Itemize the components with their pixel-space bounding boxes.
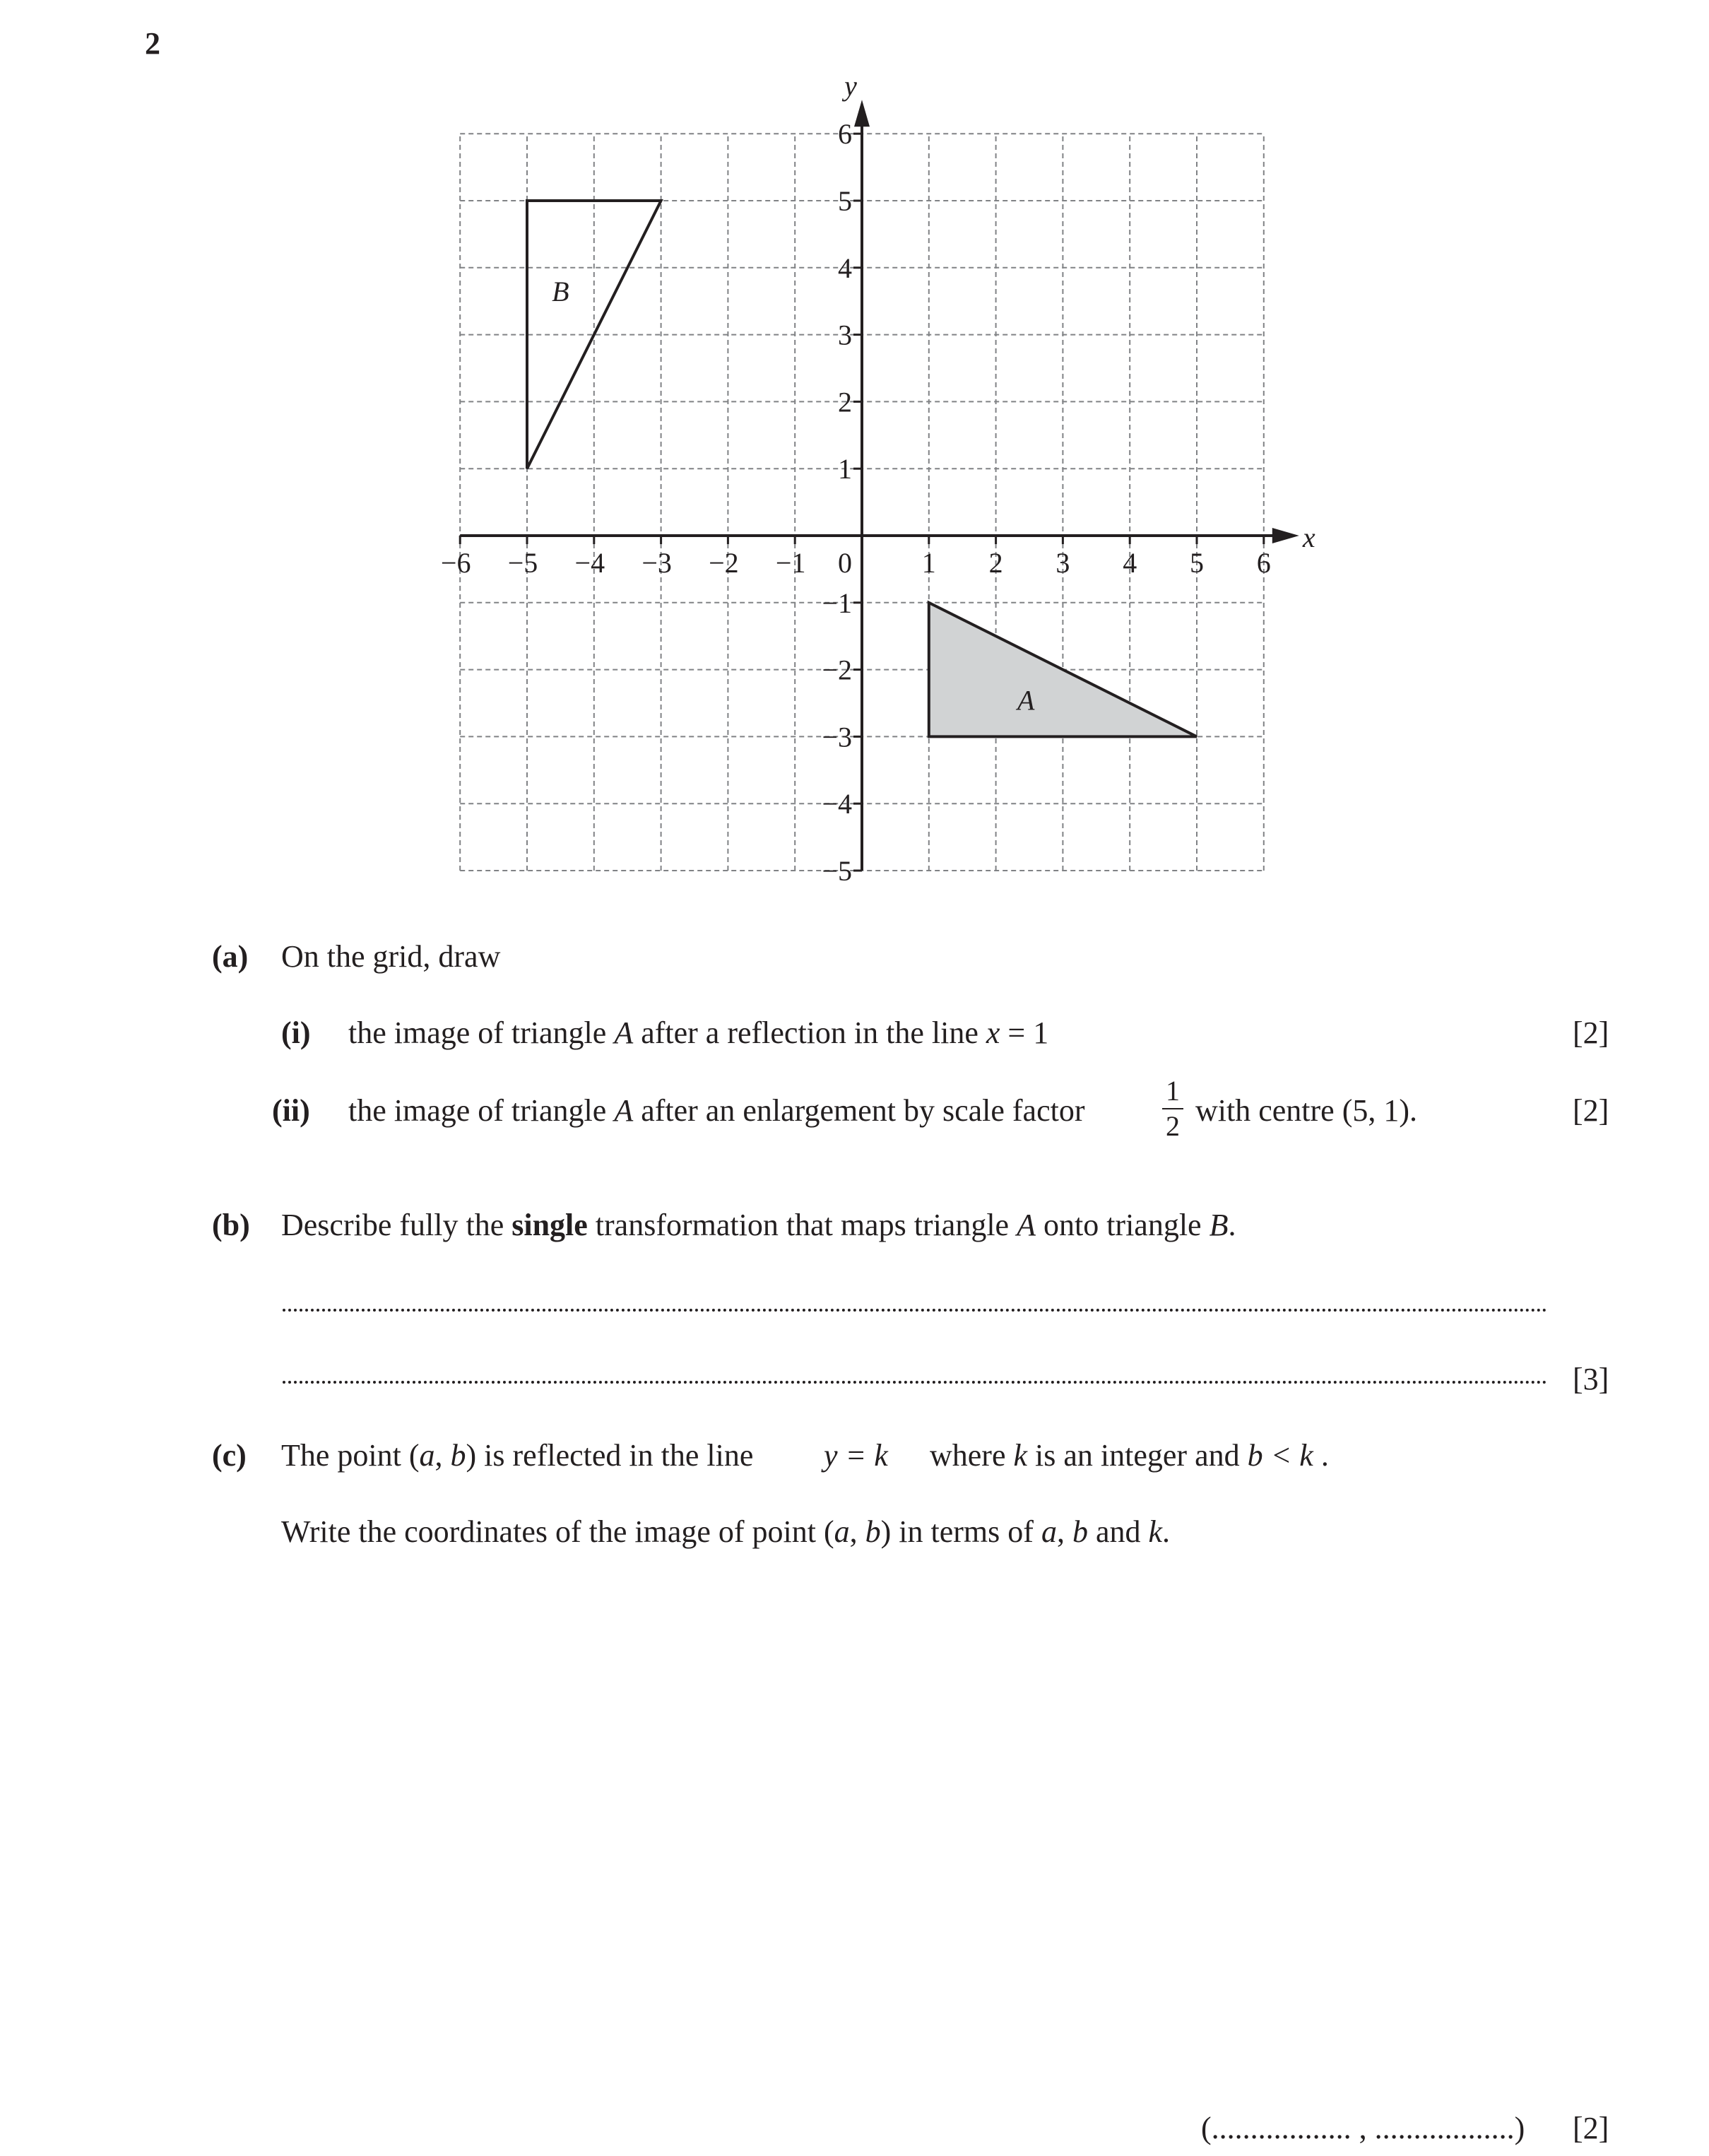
- y-tick-label: −3: [822, 721, 852, 753]
- x-tick-label: −4: [574, 547, 605, 579]
- x-tick-label: 6: [1256, 547, 1271, 579]
- part-a-ii-text: the image of triangle A after an enlargement by scale factor: [348, 1093, 1085, 1128]
- fraction-bar: [1162, 1108, 1183, 1109]
- part-a-ii-marks: [2]: [1573, 1093, 1609, 1128]
- answer-dots-y[interactable]: ..................: [1374, 2111, 1515, 2145]
- part-c-label: (c): [212, 1438, 247, 1473]
- answer-dots-x[interactable]: ..................: [1211, 2111, 1352, 2145]
- part-a-ii-centre: with centre (5, 1).: [1195, 1093, 1417, 1128]
- x-tick-label: 3: [1055, 547, 1070, 579]
- x-tick-label: 2: [988, 547, 1003, 579]
- part-c-line2: Write the coordinates of the image of point (a, b) in terms of a, b and k.: [281, 1514, 1170, 1549]
- part-b-marks: [3]: [1573, 1362, 1609, 1396]
- y-tick-label: −5: [822, 855, 852, 887]
- x-axis-arrow: [1272, 528, 1299, 543]
- y-tick-label: 2: [838, 386, 852, 418]
- triangle-b-label: B: [552, 276, 569, 308]
- part-c-line1: The point (a, b) is reflected in the line: [281, 1438, 754, 1473]
- x-tick-label: −1: [775, 547, 806, 579]
- triangle-a-label: A: [1017, 684, 1035, 717]
- y-tick-label: 3: [838, 319, 852, 351]
- y-tick-label: −1: [822, 587, 852, 619]
- y-tick-label: 5: [838, 185, 852, 217]
- y-tick-label: −4: [822, 788, 852, 820]
- coordinate-grid[interactable]: [424, 64, 1356, 890]
- x-tick-label: −5: [507, 547, 538, 579]
- x-tick-label: 1: [921, 547, 936, 579]
- x-tick-label: −3: [641, 547, 672, 579]
- answer-line-2[interactable]: [283, 1381, 1547, 1384]
- answer-line-1[interactable]: [283, 1309, 1547, 1312]
- part-c-answer-space[interactable]: (.................. , ..................): [1201, 2111, 1525, 2145]
- question-number: 2: [145, 26, 160, 61]
- scale-factor-fraction: [1159, 1077, 1187, 1141]
- origin-label: 0: [838, 547, 852, 579]
- y-tick-label: −2: [822, 654, 852, 686]
- x-axis-label: x: [1302, 522, 1315, 553]
- x-tick-label: 4: [1123, 547, 1137, 579]
- part-a-i-marks: [2]: [1573, 1015, 1609, 1050]
- part-a-label: (a): [212, 939, 249, 974]
- x-tick-label: 5: [1190, 547, 1204, 579]
- part-b-text: Describe fully the single transformation that maps triangle A onto triangle B.: [281, 1208, 1236, 1242]
- part-a-i-label: (i): [281, 1015, 311, 1050]
- x-tick-label: −6: [440, 547, 471, 579]
- y-tick-label: 4: [838, 252, 852, 284]
- part-a-ii-label: (ii): [272, 1093, 310, 1128]
- fraction-numerator: 1: [1166, 1075, 1180, 1107]
- part-a-text: On the grid, draw: [281, 939, 501, 974]
- y-tick-label: 1: [838, 453, 852, 485]
- y-axis-arrow: [854, 100, 870, 126]
- y-tick-label: 6: [838, 118, 852, 151]
- part-a-i-text: the image of triangle A after a reflection in the line x = 1: [348, 1015, 1049, 1050]
- fraction-denominator: 2: [1166, 1110, 1180, 1142]
- x-tick-label: −2: [709, 547, 739, 579]
- y-axis-label: y: [844, 70, 857, 102]
- part-c-marks: [2]: [1573, 2111, 1609, 2145]
- reflection-line-equation: y = k: [824, 1438, 888, 1473]
- part-b-label: (b): [212, 1208, 250, 1242]
- part-c-line1-cont: where k is an integer and b < k .: [930, 1438, 1329, 1473]
